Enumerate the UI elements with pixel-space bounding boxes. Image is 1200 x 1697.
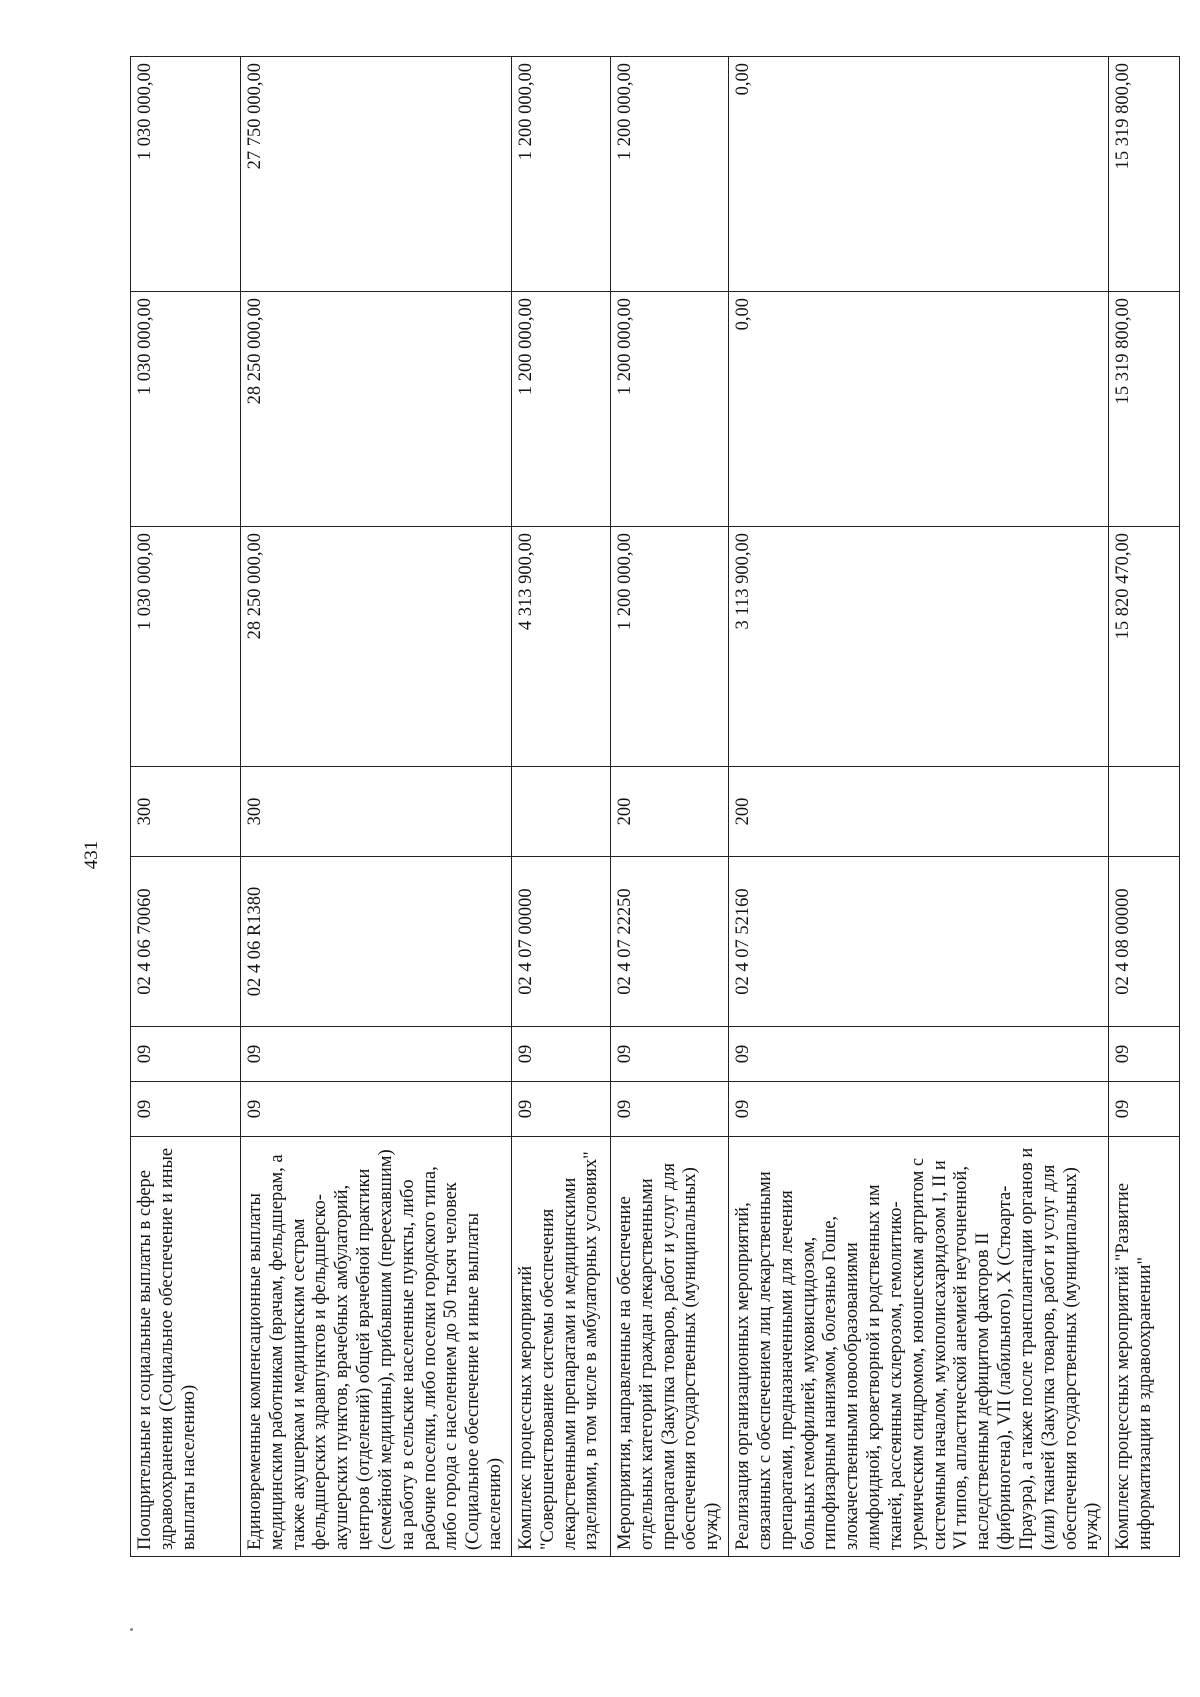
target-article-code: 02 4 07 00000 (511, 857, 610, 1027)
section-code: 09 (131, 1027, 241, 1082)
amount-year-2: 0,00 (729, 292, 1109, 527)
expense-type-code: 200 (729, 767, 1109, 857)
table-row (1109, 57, 1180, 1557)
amount-year-3: 1 200 000,00 (610, 57, 728, 292)
section-code: 09 (729, 1027, 1109, 1082)
amount-year-2: 1 030 000,00 (131, 292, 241, 527)
scan-speck (130, 1628, 133, 1631)
budget-table (130, 56, 1180, 1557)
amount-year-1: 15 820 470,00 (1109, 527, 1180, 767)
target-article-code: 02 4 06 70060 (131, 857, 241, 1027)
table-row (610, 57, 728, 1557)
amount-year-2: 28 250 000,00 (241, 292, 512, 527)
expense-type-code: 300 (131, 767, 241, 857)
amount-year-3: 27 750 000,00 (241, 57, 512, 292)
ministry-code: 09 (729, 1082, 1109, 1137)
ministry-code: 09 (241, 1082, 512, 1137)
row-description: Мероприятия, направленные на обеспечение отдельных категорий граждан лекарственными препаратами (Закупка товаров, работ и услуг для обеспечения государственных (муниципальных) нужд) (610, 1137, 728, 1557)
expense-type-code: 300 (241, 767, 512, 857)
row-description: Единовременные компенсационные выплаты медицинским работникам (врачам, фельдшерам, а также акушеркам и медицинским сестрам фельдшерских здравпунктов и фельдшерско-акушерских пунктов, врачебных амбулаторий, центров (отделений) общей врачебной практики (семейной медицины), прибывшим (переехавшим) на работу в сельские населенные пункты, либо рабочие поселки, либо поселки городского типа, либо города с населением до 50 тысяч человек (Социальное обеспечение и иные выплаты населению) (241, 1137, 512, 1557)
amount-year-1: 28 250 000,00 (241, 527, 512, 767)
ministry-code: 09 (610, 1082, 728, 1137)
target-article-code: 02 4 07 22250 (610, 857, 728, 1027)
target-article-code: 02 4 07 52160 (729, 857, 1109, 1027)
amount-year-2: 1 200 000,00 (610, 292, 728, 527)
ministry-code: 09 (1109, 1082, 1180, 1137)
rotated-table-wrapper (130, 57, 1155, 1557)
table-row (241, 57, 512, 1557)
amount-year-1: 4 313 900,00 (511, 527, 610, 767)
row-description: Комплекс процессных мероприятий "Совершенствование системы обеспечения лекарственными препаратами и медицинскими изделиями, в том числе в амбулаторных условиях" (511, 1137, 610, 1557)
page-number: 431 (81, 840, 102, 870)
amount-year-3: 1 200 000,00 (511, 57, 610, 292)
row-description: Комплекс процессных мероприятий "Развитие информатизации в здравоохранении" (1109, 1137, 1180, 1557)
table-row (729, 57, 1109, 1557)
ministry-code: 09 (131, 1082, 241, 1137)
amount-year-2: 15 319 800,00 (1109, 292, 1180, 527)
table-row (511, 57, 610, 1557)
amount-year-1: 1 030 000,00 (131, 527, 241, 767)
amount-year-3: 1 030 000,00 (131, 57, 241, 292)
amount-year-1: 3 113 900,00 (729, 527, 1109, 767)
expense-type-code: 200 (610, 767, 728, 857)
row-description: Поощрительные и социальные выплаты в сфере здравоохранения (Социальное обеспечение и иные выплаты населению) (131, 1137, 241, 1557)
amount-year-2: 1 200 000,00 (511, 292, 610, 527)
expense-type-code (1109, 767, 1180, 857)
amount-year-3: 15 319 800,00 (1109, 57, 1180, 292)
section-code: 09 (610, 1027, 728, 1082)
section-code: 09 (241, 1027, 512, 1082)
table-row (131, 57, 241, 1557)
target-article-code: 02 4 06 R1380 (241, 857, 512, 1027)
row-description: Реализация организационных мероприятий, связанных с обеспечением лиц лекарственными препаратами, предназначенными для лечения больных гемофилией, муковисцидозом, гипофизарным нанизмом, болезнью Гоше, злокачественными новообразованиями лимфоидной, кроветворной и родственных им тканей, рассеянным склерозом, гемолитико-уремическим синдромом, юношеским артритом с системным началом, мукополисахаридозом I, II и VI типов, апластической анемией неуточненной, наследственным дефицитом факторов II (фибриногена), VII (лабильного), X (Стюарта-Прауэра), а также после трансплантации органов и (или) тканей (Закупка товаров, работ и услуг для обеспечения государственных (муниципальных) нужд) (729, 1137, 1109, 1557)
amount-year-1: 1 200 000,00 (610, 527, 728, 767)
ministry-code: 09 (511, 1082, 610, 1137)
section-code: 09 (1109, 1027, 1180, 1082)
target-article-code: 02 4 08 00000 (1109, 857, 1180, 1027)
expense-type-code (511, 767, 610, 857)
section-code: 09 (511, 1027, 610, 1082)
amount-year-3: 0,00 (729, 57, 1109, 292)
